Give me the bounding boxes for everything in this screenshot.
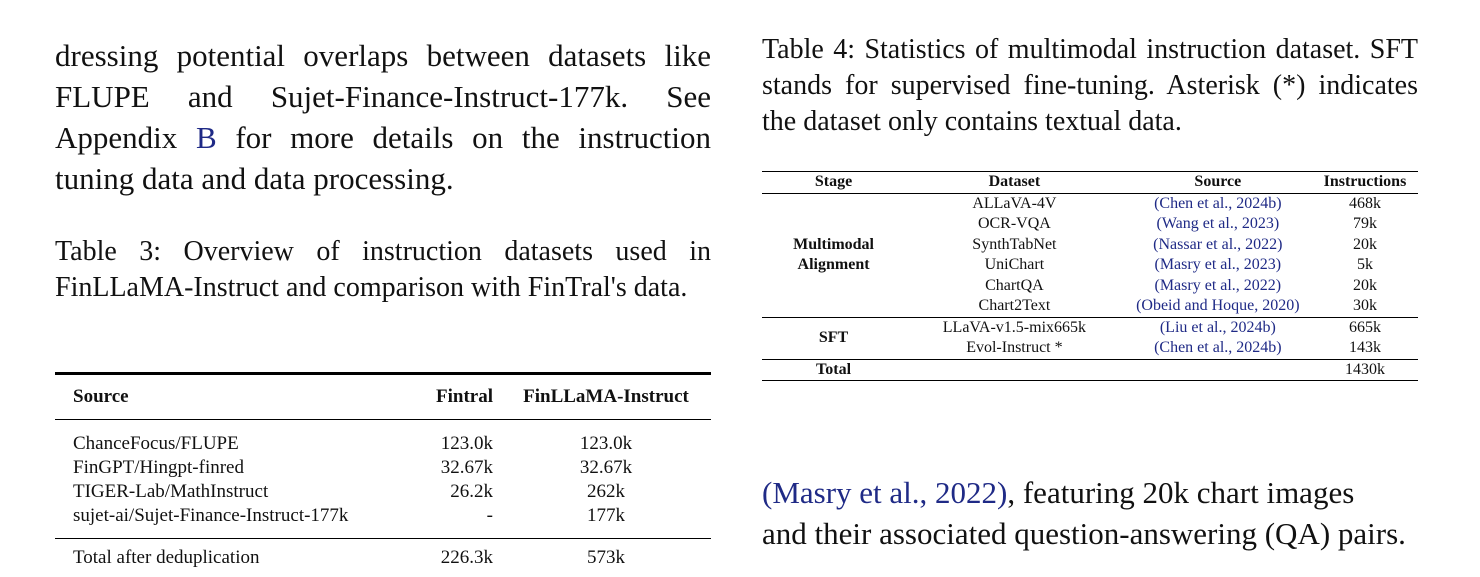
cell-fintral: 32.67k — [413, 456, 501, 480]
cell-fintral: 26.2k — [413, 480, 501, 504]
paragraph-text: for more details on the instruction tuning data and data processing. — [55, 120, 711, 196]
cell-dataset: UniChart — [905, 255, 1124, 276]
paragraph-line — [762, 472, 1418, 513]
cell-instructions: 79k — [1312, 214, 1418, 235]
cell-finllama: 177k — [501, 504, 711, 539]
table-row — [55, 504, 711, 539]
table-row — [762, 317, 1418, 338]
header-stage: Stage — [762, 172, 905, 194]
cell-instructions: 143k — [1312, 338, 1418, 359]
total-label: Total after deduplication — [55, 539, 413, 577]
citation-link[interactable]: (Liu et al., 2024b) — [1124, 317, 1312, 338]
paragraph-text: dressing potential overlaps between datasets like FLUPE and Sujet-Finance-Instruct-177k. See Appendix — [55, 38, 711, 155]
total-row — [55, 539, 711, 577]
paragraph-line: and their associated question-answering (QA) pairs. — [762, 513, 1418, 554]
citation-link[interactable]: (Chen et al., 2024b) — [1124, 338, 1312, 359]
cell-finllama: 262k — [501, 480, 711, 504]
citation-link[interactable]: (Masry et al., 2023) — [1124, 255, 1312, 276]
appendix-link[interactable]: B — [196, 120, 217, 155]
cell-dataset: OCR-VQA — [905, 214, 1124, 235]
left-paragraph — [55, 35, 711, 199]
citation-link[interactable]: (Nassar et al., 2022) — [1124, 235, 1312, 256]
total-fintral: 226.3k — [413, 539, 501, 577]
citation-link[interactable]: (Masry et al., 2022) — [1124, 276, 1312, 297]
cell-dataset: ALLaVA-4V — [905, 193, 1124, 214]
cell-source: TIGER-Lab/MathInstruct — [55, 480, 413, 504]
cell-instructions: 468k — [1312, 193, 1418, 214]
stage-multimodal-alignment: Multimodal Alignment — [762, 193, 905, 317]
right-paragraph — [762, 472, 1418, 554]
header-dataset: Dataset — [905, 172, 1124, 194]
header-source: Source — [1124, 172, 1312, 194]
stage-sft: SFT — [762, 317, 905, 359]
cell-finllama: 32.67k — [501, 456, 711, 480]
table3 — [55, 372, 711, 577]
citation-link[interactable]: (Wang et al., 2023) — [1124, 214, 1312, 235]
citation-link[interactable]: (Obeid and Hoque, 2020) — [1124, 296, 1312, 317]
paragraph-text: , featuring 20k chart images — [1007, 475, 1354, 510]
table-header-row — [762, 172, 1418, 194]
total-label: Total — [762, 359, 905, 381]
table3-caption: Table 3: Overview of instruction datasets used in FinLLaMA-Instruct and comparison with FinTral's data. — [55, 234, 711, 306]
cell-dataset: Chart2Text — [905, 296, 1124, 317]
cell-dataset: ChartQA — [905, 276, 1124, 297]
cell-dataset: SynthTabNet — [905, 235, 1124, 256]
citation-link[interactable]: (Masry et al., 2022) — [762, 475, 1007, 510]
table-row — [55, 480, 711, 504]
cell-dataset: LLaVA-v1.5-mix665k — [905, 317, 1124, 338]
cell-fintral: 123.0k — [413, 420, 501, 457]
header-source: Source — [55, 374, 413, 420]
header-fintral: Fintral — [413, 374, 501, 420]
cell-instructions: 30k — [1312, 296, 1418, 317]
cell-instructions: 5k — [1312, 255, 1418, 276]
total-instructions: 1430k — [1312, 359, 1418, 381]
cell-instructions: 20k — [1312, 276, 1418, 297]
cell-finllama: 123.0k — [501, 420, 711, 457]
table-row — [55, 420, 711, 457]
total-finllama: 573k — [501, 539, 711, 577]
table-row — [55, 456, 711, 480]
header-finllama-instruct: FinLLaMA-Instruct — [501, 374, 711, 420]
cell-fintral: - — [413, 504, 501, 539]
table4-caption: Table 4: Statistics of multimodal instruction dataset. SFT stands for supervised fine-tuning. Asterisk (*) indicates the dataset only contains textual data. — [762, 32, 1418, 140]
citation-link[interactable]: (Chen et al., 2024b) — [1124, 193, 1312, 214]
table-header-row — [55, 374, 711, 420]
cell-dataset: Evol-Instruct * — [905, 338, 1124, 359]
total-row — [762, 359, 1418, 381]
cell-instructions: 665k — [1312, 317, 1418, 338]
header-instructions: Instructions — [1312, 172, 1418, 194]
cell-source: ChanceFocus/FLUPE — [55, 420, 413, 457]
cell-source: FinGPT/Hingpt-finred — [55, 456, 413, 480]
table-row — [762, 193, 1418, 214]
total-source — [1124, 359, 1312, 381]
cell-instructions: 20k — [1312, 235, 1418, 256]
table4 — [762, 171, 1418, 381]
cell-source: sujet-ai/Sujet-Finance-Instruct-177k — [55, 504, 413, 539]
total-dataset — [905, 359, 1124, 381]
